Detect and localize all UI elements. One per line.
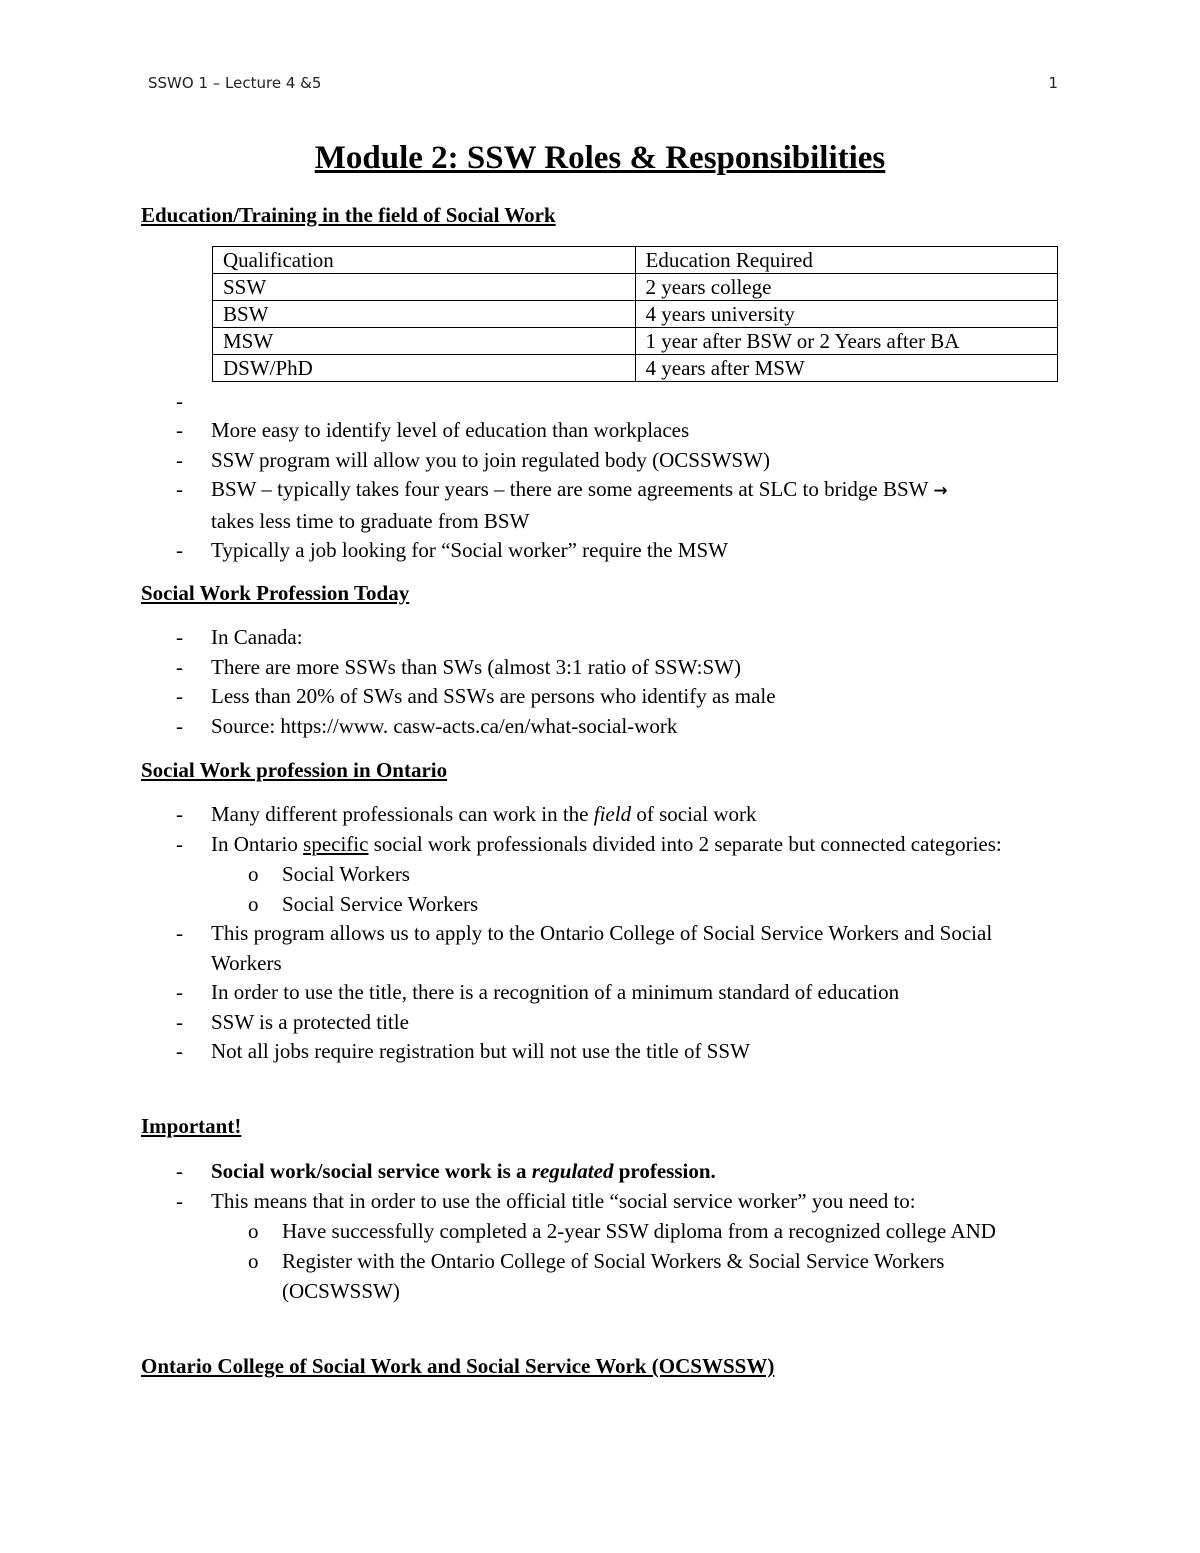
ontario-bullet-list — [176, 800, 1056, 1067]
table-row — [213, 301, 1058, 328]
bullet-text: social work professionals divided into 2 separate but connected categories: — [368, 831, 1002, 856]
table-cell: 2 years college — [635, 274, 1058, 301]
list-item: - Less than 20% of SWs and SSWs are persons who identify as male — [176, 682, 1056, 712]
list-item — [176, 800, 1056, 830]
table-row — [213, 328, 1058, 355]
emphasis-text: field — [593, 802, 632, 826]
emphasis-text: regulated — [531, 1159, 614, 1183]
list-item — [176, 1157, 1056, 1187]
ontario-sub-list — [211, 859, 1056, 919]
page-title: Module 2: SSW Roles & Responsibilities — [314, 140, 886, 176]
table-cell: 4 years university — [635, 301, 1058, 328]
list-item: - There are more SSWs than SWs (almost 3:1 ratio of SSW:SW) — [176, 653, 1056, 683]
underlined-text: specific — [303, 831, 369, 856]
heading-ontario-college: Ontario College of Social Work and Social Service Work (OCSWSSW) — [141, 1354, 775, 1378]
table-cell: 1 year after BSW or 2 Years after BA — [635, 328, 1058, 355]
heading-important: Important! — [141, 1114, 242, 1138]
arrow-right-icon: → — [933, 481, 948, 501]
table-row — [213, 274, 1058, 301]
list-item: - In order to use the title, there is a recognition of a minimum standard of education — [176, 978, 1056, 1008]
table-cell: BSW — [213, 301, 636, 328]
list-item: - More easy to identify level of education than workplaces — [176, 416, 1056, 446]
table-row — [213, 355, 1058, 382]
today-bullet-list — [176, 623, 1056, 741]
bullet-text: takes less time to graduate from BSW — [211, 508, 530, 533]
sub-list-item: o Have successfully completed a 2-year SSW diploma from a recognized college AND — [211, 1216, 1056, 1246]
list-item — [176, 387, 1056, 416]
list-item — [176, 830, 1056, 920]
list-item: - In Canada: — [176, 623, 1056, 653]
list-item: - This program allows us to apply to the Ontario College of Social Service Workers and Social Workers — [176, 919, 1056, 978]
important-bullet-list — [176, 1157, 1056, 1306]
bullet-text: of social work — [631, 802, 757, 826]
list-item: - SSW program will allow you to join regulated body (OCSSWSW) — [176, 446, 1056, 476]
sub-list-item: o Register with the Ontario College of Social Workers & Social Service Workers (OCSWSSW) — [211, 1246, 1056, 1306]
bullet-text: In Ontario — [211, 831, 304, 856]
running-header — [148, 74, 1058, 96]
list-item: - SSW is a protected title — [176, 1008, 1056, 1038]
table-header-cell: Qualification — [213, 247, 636, 274]
bullet-text: This means that in order to use the official title “social service worker” you need to: — [211, 1188, 916, 1213]
sub-list-item: o Social Service Workers — [211, 889, 1056, 919]
list-item: - Typically a job looking for “Social worker” require the MSW — [176, 536, 1056, 566]
header-course: SSWO 1 – Lecture 4 &5 — [148, 74, 322, 92]
table-header-cell: Education Required — [635, 247, 1058, 274]
heading-profession-ontario: Social Work profession in Ontario — [141, 758, 448, 782]
header-page-number: 1 — [1048, 74, 1058, 92]
list-item: - Source: https://www. casw-acts.ca/en/what-social-work — [176, 712, 1056, 742]
heading-profession-today: Social Work Profession Today — [141, 581, 410, 605]
list-item — [176, 475, 1056, 536]
sub-list-item: o Social Workers — [211, 859, 1056, 889]
bullet-text: Many different professionals can work in the — [211, 802, 594, 826]
table-header-row — [213, 247, 1058, 274]
table-cell: 4 years after MSW — [635, 355, 1058, 382]
bullet-text: profession. — [613, 1159, 716, 1183]
bullet-text: Social work/social service work is a — [211, 1159, 532, 1183]
important-sub-list — [211, 1216, 1056, 1306]
table-cell: DSW/PhD — [213, 355, 636, 382]
list-item: - Not all jobs require registration but will not use the title of SSW — [176, 1037, 1056, 1067]
qualification-table — [212, 246, 1058, 382]
list-item — [176, 1187, 1056, 1307]
education-bullet-list — [176, 387, 1056, 566]
table-cell: MSW — [213, 328, 636, 355]
heading-education: Education/Training in the field of Social Work — [141, 203, 556, 227]
bullet-text: BSW – typically takes four years – there are some agreements at SLC to bridge BSW — [211, 477, 929, 501]
table-cell: SSW — [213, 274, 636, 301]
